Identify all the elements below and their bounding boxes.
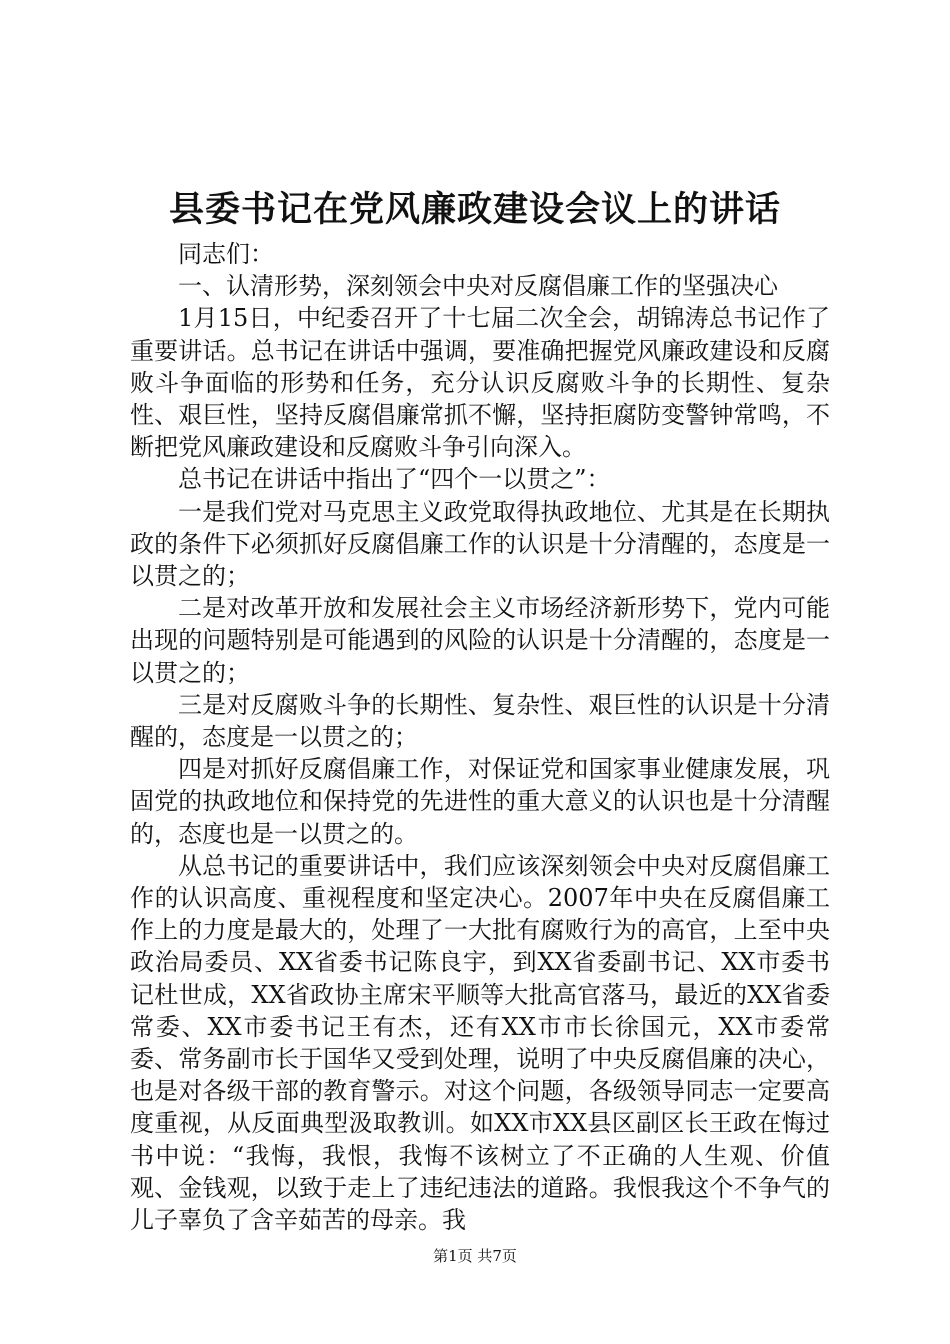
body-paragraph: 总书记在讲话中指出了“四个一以贯之”： xyxy=(178,465,611,494)
body-paragraph: 从总书记的重要讲话中，我们应该深刻领会中央对反腐倡廉工作的认识高度、重视程度和坚定决心。2007年中央在反腐倡廉工作上的力度是最大的，处理了一大批有腐败行为的高官，上至中央政治局委员、XX省委书记陈良宇，到XX省委副书记、XX市委书记杜世成，XX省政协主席宋平顺等大批高官落马，最近的XX省委常委、XX市委书记王有杰，还有XX市市长徐国元，XX市委常委、常务副市长于国华又受到处理，说明了中央反腐倡廉的决心，也是对各级干部的教育警示。对这个问题，各级领导同志一定要高度重视，从反面典型汲取教训。如XX市XX县区副区长王政在悔过书中说：“我悔，我恨，我悔不该树立了不正确的人生观、价值观、金钱观，以致于走上了违纪违法的道路。我恨我这个不争气的儿子辜负了含辛茹苦的母亲。我 xyxy=(130,851,830,1235)
body-paragraph: 三是对反腐败斗争的长期性、复杂性、艰巨性的认识是十分清醒的，态度是一以贯之的； xyxy=(130,690,830,752)
body-paragraph: 1月15日，中纪委召开了十七届二次全会，胡锦涛总书记作了重要讲话。总书记在讲话中强调，要准确把握党风廉政建设和反腐败斗争面临的形势和任务，充分认识反腐败斗争的长期性、复杂性、艰巨性，坚持反腐倡廉常抓不懈，坚持拒腐防变警钟常鸣，不断把党风廉政建设和反腐败斗争引向深入。 xyxy=(130,304,830,462)
body-paragraph: 四是对抓好反腐倡廉工作，对保证党和国家事业健康发展，巩固党的执政地位和保持党的先进性的重大意义的认识也是十分清醒的，态度也是一以贯之的。 xyxy=(130,755,830,848)
body-paragraph: 一是我们党对马克思主义政党取得执政地位、尤其是在长期执政的条件下必须抓好反腐倡廉工作的认识是十分清醒的，态度是一以贯之的； xyxy=(130,497,830,591)
page-footer: 第1页 共7页 xyxy=(433,1247,517,1265)
section-heading: 一、认清形势，深刻领会中央对反腐倡廉工作的坚强决心 xyxy=(178,272,778,301)
body-paragraph: 二是对改革开放和发展社会主义市场经济新形势下，党内可能出现的问题特别是可能遇到的风险的认识是十分清醒的，态度是一以贯之的； xyxy=(130,594,830,687)
document-body xyxy=(130,238,830,1236)
document-title: 县委书记在党风廉政建设会议上的讲话 xyxy=(168,189,781,230)
salutation: 同志们： xyxy=(178,240,274,268)
